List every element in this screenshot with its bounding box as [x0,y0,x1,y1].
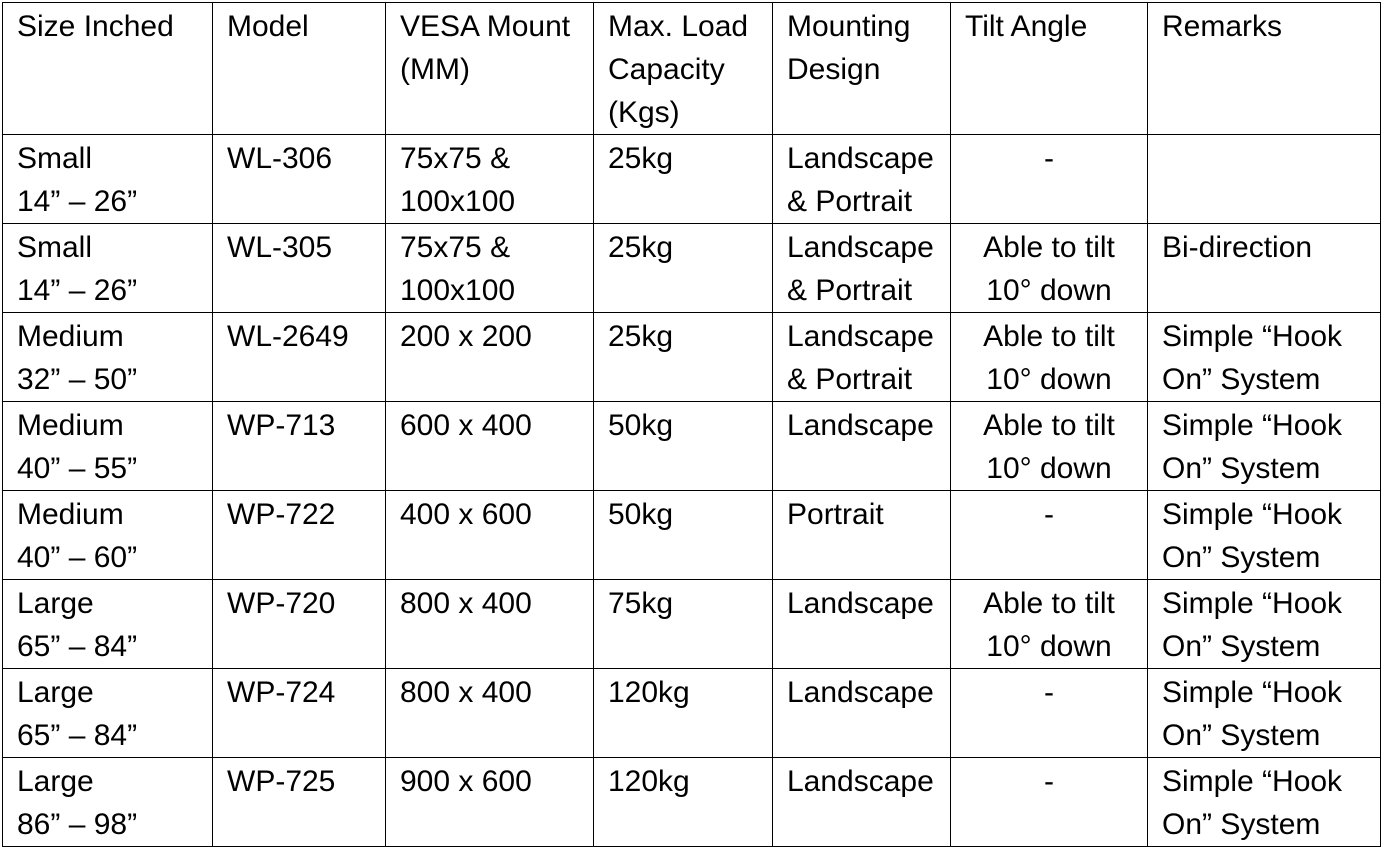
cell-load: 25kg [594,135,773,224]
cell-model: WP-725 [213,758,386,847]
cell-model: WL-306 [213,135,386,224]
cell-tilt: - [951,758,1148,847]
cell-model: WP-713 [213,402,386,491]
cell-mounting: Landscape & Portrait [773,135,951,224]
cell-remarks: Simple “Hook On” System [1148,491,1381,580]
cell-model: WP-720 [213,580,386,669]
cell-size: Large 65” – 84” [3,580,213,669]
cell-vesa: 200 x 200 [386,313,594,402]
cell-vesa: 75x75 & 100x100 [386,224,594,313]
cell-load: 50kg [594,491,773,580]
header-max-load: Max. Load Capacity (Kgs) [594,3,773,135]
table-row [3,491,1381,580]
cell-model: WL-2649 [213,313,386,402]
cell-size: Medium 40” – 60” [3,491,213,580]
table-row [3,135,1381,224]
cell-mounting: Landscape [773,758,951,847]
cell-size: Small 14” – 26” [3,224,213,313]
cell-tilt: - [951,669,1148,758]
cell-tilt: Able to tilt 10° down [951,224,1148,313]
cell-remarks: Simple “Hook On” System [1148,580,1381,669]
cell-load: 25kg [594,224,773,313]
cell-vesa: 75x75 & 100x100 [386,135,594,224]
cell-load: 120kg [594,758,773,847]
cell-tilt: Able to tilt 10° down [951,313,1148,402]
cell-load: 120kg [594,669,773,758]
cell-mounting: Landscape & Portrait [773,224,951,313]
cell-size: Large 86” – 98” [3,758,213,847]
cell-mounting: Landscape [773,402,951,491]
table-row [3,313,1381,402]
cell-model: WL-305 [213,224,386,313]
header-size-inched: Size Inched [3,3,213,135]
cell-vesa: 400 x 600 [386,491,594,580]
cell-remarks: Simple “Hook On” System [1148,758,1381,847]
cell-tilt: Able to tilt 10° down [951,580,1148,669]
cell-model: WP-722 [213,491,386,580]
table-row [3,402,1381,491]
cell-load: 75kg [594,580,773,669]
table-row [3,758,1381,847]
table-row [3,224,1381,313]
cell-load: 50kg [594,402,773,491]
table-header-row [3,3,1381,135]
cell-remarks: Simple “Hook On” System [1148,669,1381,758]
cell-tilt: Able to tilt 10° down [951,402,1148,491]
cell-size: Small 14” – 26” [3,135,213,224]
cell-remarks: Simple “Hook On” System [1148,313,1381,402]
cell-remarks: Simple “Hook On” System [1148,402,1381,491]
header-tilt-angle: Tilt Angle [951,3,1148,135]
cell-mounting: Landscape & Portrait [773,313,951,402]
cell-size: Medium 40” – 55” [3,402,213,491]
cell-size: Large 65” – 84” [3,669,213,758]
cell-remarks [1148,135,1381,224]
cell-tilt: - [951,135,1148,224]
header-vesa-mount: VESA Mount (MM) [386,3,594,135]
header-mounting-design: Mounting Design [773,3,951,135]
cell-tilt: - [951,491,1148,580]
header-model: Model [213,3,386,135]
cell-mounting: Landscape [773,669,951,758]
cell-mounting: Landscape [773,580,951,669]
cell-remarks: Bi-direction [1148,224,1381,313]
cell-load: 25kg [594,313,773,402]
cell-vesa: 900 x 600 [386,758,594,847]
cell-model: WP-724 [213,669,386,758]
cell-vesa: 600 x 400 [386,402,594,491]
table-row [3,580,1381,669]
header-remarks: Remarks [1148,3,1381,135]
cell-size: Medium 32” – 50” [3,313,213,402]
wall-mount-spec-table [2,2,1381,847]
cell-vesa: 800 x 400 [386,580,594,669]
cell-vesa: 800 x 400 [386,669,594,758]
table-row [3,669,1381,758]
cell-mounting: Portrait [773,491,951,580]
